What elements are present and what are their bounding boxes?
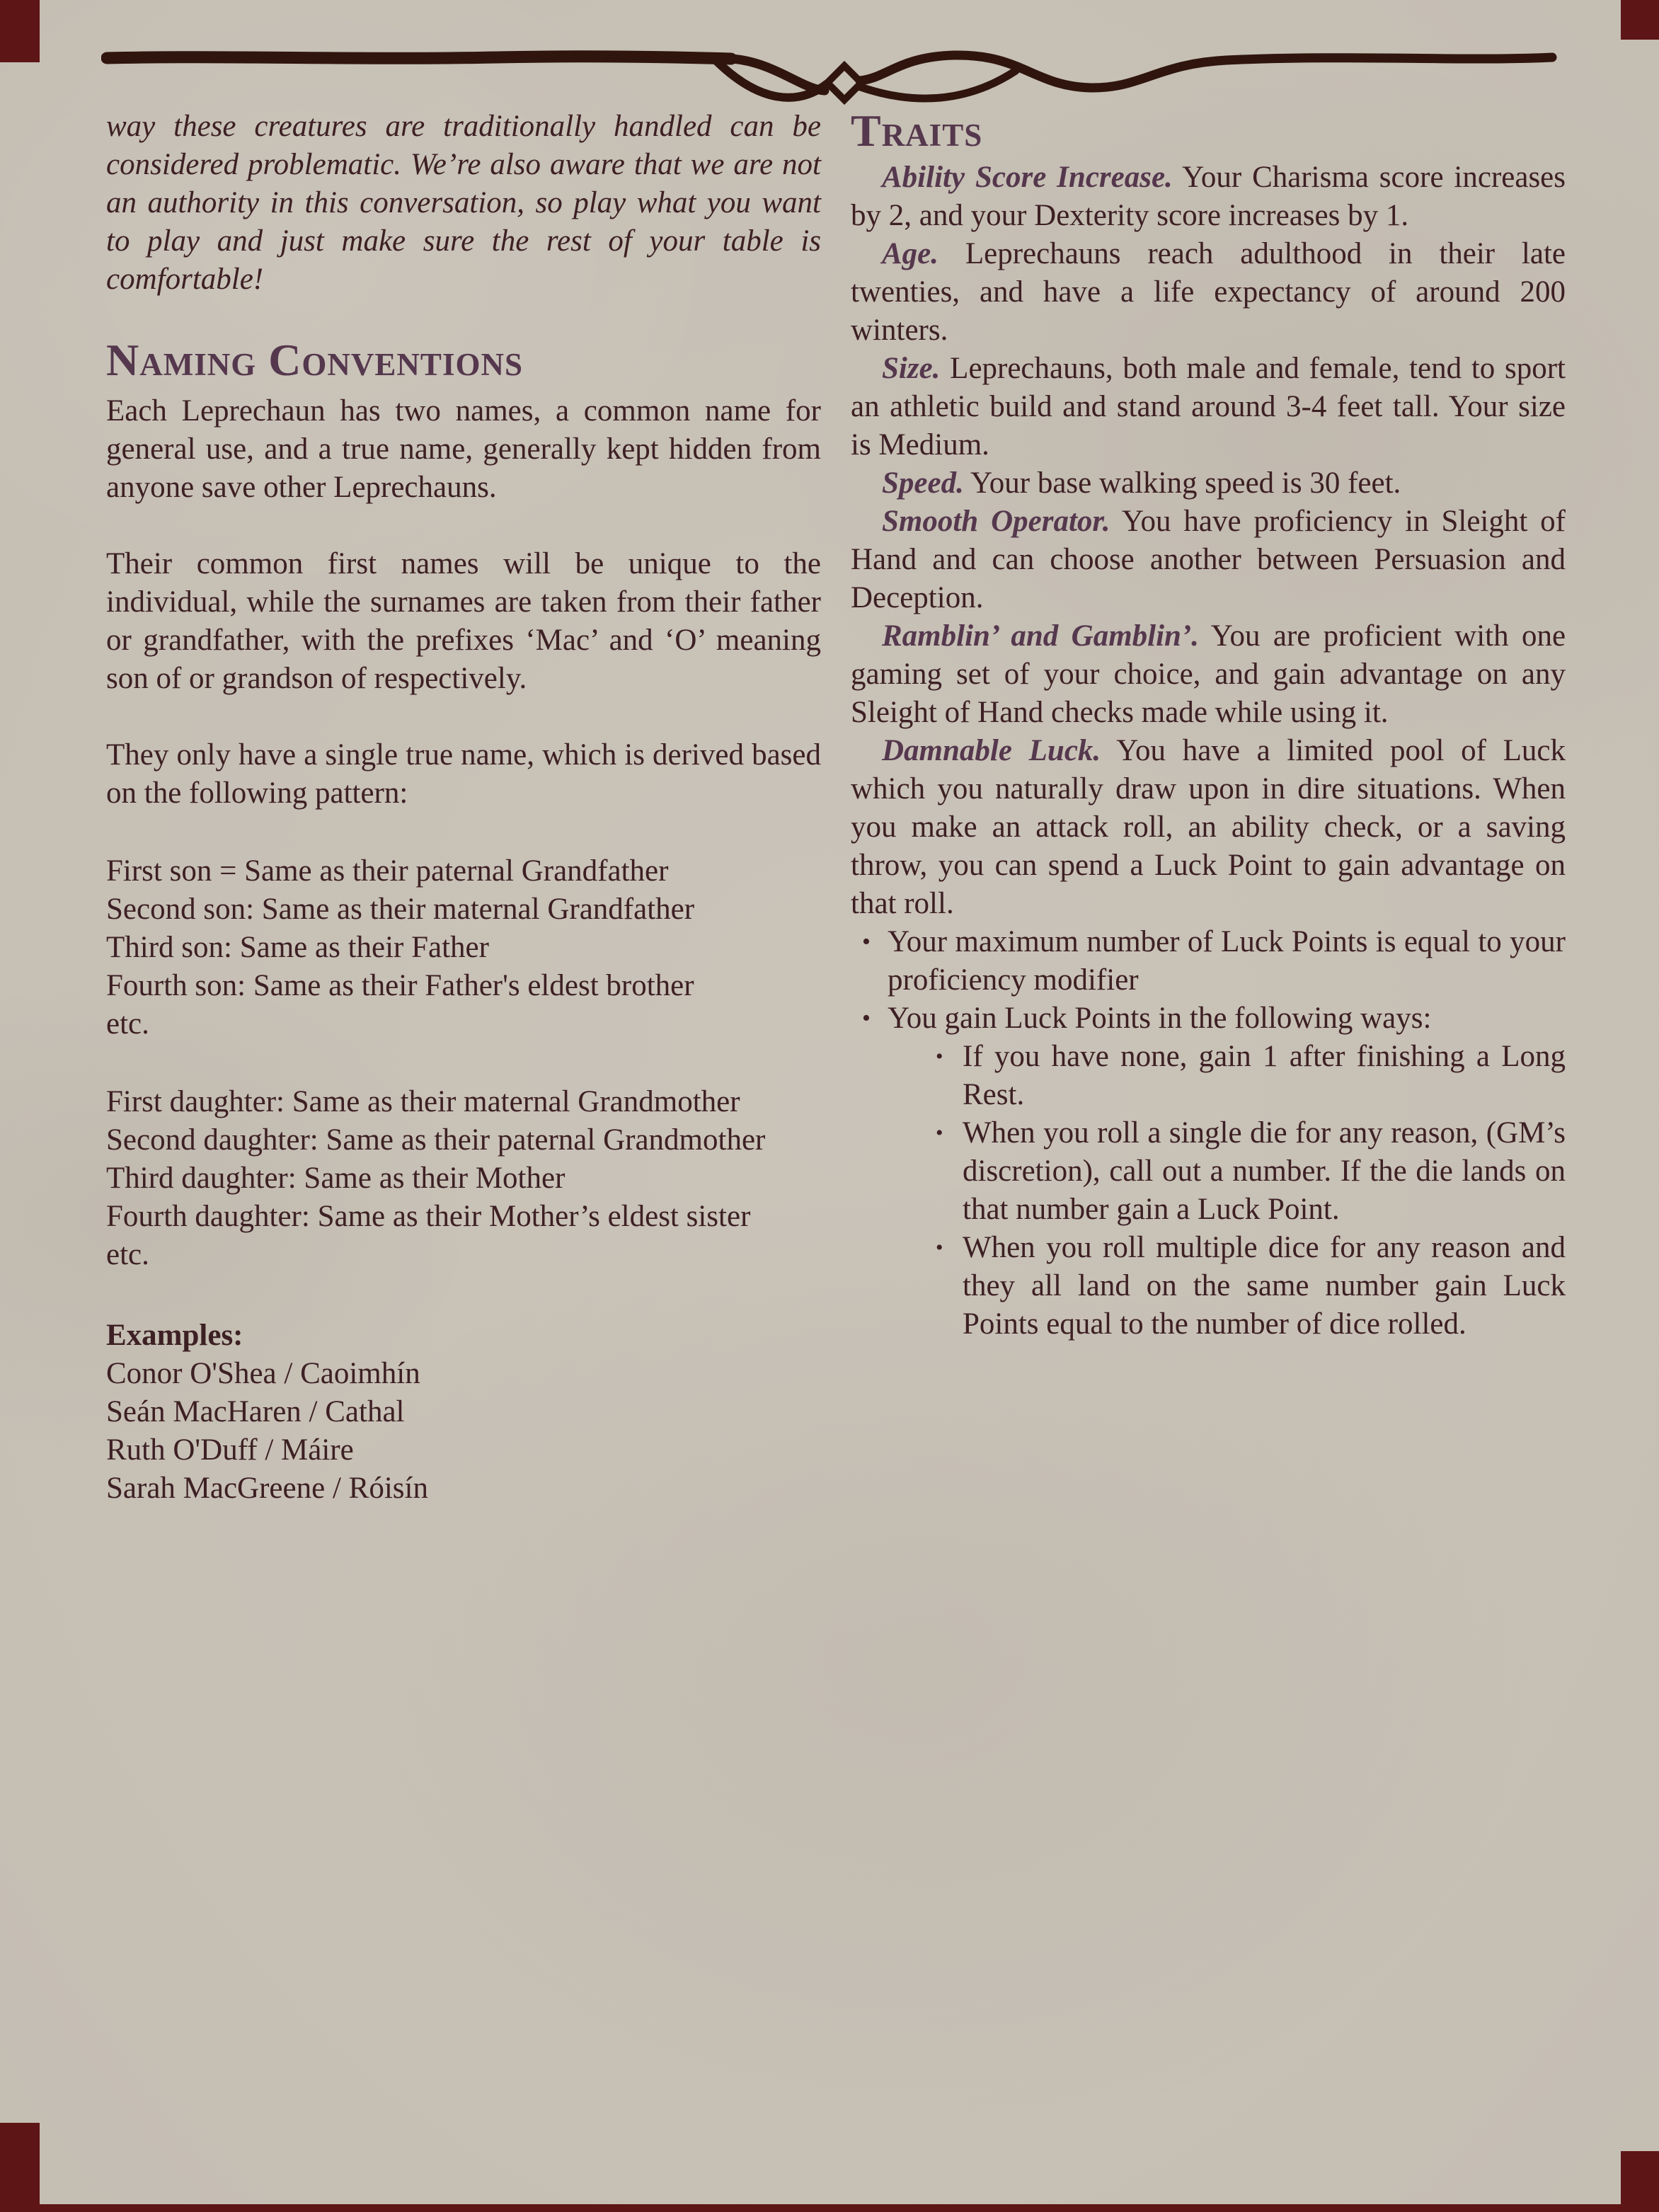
page-body [106,105,1566,1508]
trait-smooth-operator [851,503,1566,617]
list-item: • When you roll a single die for any reason, (GM’s discretion), call out a number. If the die lands on that number gain a Luck Point. [926,1114,1566,1229]
trait-name: Ability Score Increase. [882,161,1173,194]
page-corner-accent-top-right [1621,0,1659,40]
list-item: Second son: Same as their maternal Grandfather [106,893,695,926]
list-item: • Your maximum number of Luck Points is equal to your proficiency modifier [851,923,1566,999]
list-item: Third son: Same as their Father [106,931,489,964]
trait-text: Leprechauns, both male and female, tend to sport an athletic build and stand around 3-4 feet tall. Your size is Medium. [851,352,1566,462]
naming-paragraph: Each Leprechaun has two names, a common name for general use, and a true name, generally kept hidden from anyone save other Leprechauns. [106,394,821,504]
list-item: First son = Same as their paternal Grandfather [106,854,669,888]
list-item: Third daughter: Same as their Mother [106,1162,566,1195]
list-item: First daughter: Same as their maternal Grandmother [106,1085,740,1118]
trait-text: Your Charisma score increases by 2, and your Dexterity score increases by 1. [851,161,1566,232]
page-corner-accent-bottom-left [0,2123,40,2212]
traits-heading: Traits [851,105,983,156]
trait-text: You have proficiency in Sleight of Hand and can choose another between Persuasion and Deception. [851,505,1566,614]
list-item: Fourth son: Same as their Father's eldest brother [106,969,694,1002]
trait-text: Your base walking speed is 30 feet. [970,466,1401,500]
list-item: etc. [106,1007,149,1041]
naming-conventions-heading: Naming Conventions [106,335,523,385]
example-name: Ruth O'Duff / Máire [106,1433,354,1467]
trait-name: Size. [882,352,941,385]
list-item: • When you roll multiple dice for any reason and they all land on the same number gain Luck Points equal to the number of dice rolled. [926,1229,1566,1343]
trait-text: You have a limited pool of Luck which you naturally draw upon in dire situations. When you make an attack roll, an ability check, or a saving throw, you can spend a Luck Point to gain advantage on that roll. [851,734,1566,920]
list-item-text: You gain Luck Points in the following ways: [888,1002,1432,1035]
page-bottom-edge-accent [0,2204,1659,2212]
trait-name: Damnable Luck. [882,734,1101,767]
right-column [851,105,1566,1508]
example-name: Seán MacHaren / Cathal [106,1395,405,1428]
left-column [106,108,821,1508]
trait-ability-score-increase [851,159,1566,235]
trait-speed [851,464,1566,503]
luck-points-sub-list [926,1038,1566,1343]
list-item: Second daughter: Same as their paternal Grandmother [106,1123,766,1157]
trait-name: Age. [882,237,939,270]
trait-name: Speed. [882,466,964,500]
luck-points-bullet-list [851,923,1566,1343]
daughter-naming-pattern-list [106,1083,821,1274]
examples-block [106,1317,821,1508]
naming-paragraph: Their common first names will be unique to the individual, while the surnames are taken from their father or grandfather, with the prefixes ‘Mac’ and ‘O’ meaning son of or grandson of respectively. [106,547,821,695]
list-item: • If you have none, gain 1 after finishing a Long Rest. [926,1038,1566,1114]
example-name: Sarah MacGreene / Róisín [106,1472,428,1505]
examples-label: Examples: [106,1319,243,1352]
trait-damnable-luck [851,732,1566,923]
trait-ramblin-and-gamblin [851,617,1566,732]
list-item [851,999,1566,1343]
trait-text: Leprechauns reach adulthood in their late twenties, and have a life expectancy of around 200 winters. [851,237,1566,347]
trait-name: Smooth Operator. [882,505,1110,538]
example-name: Conor O'Shea / Caoimhín [106,1357,420,1390]
page-corner-accent-top-left [0,0,40,62]
naming-paragraph: They only have a single true name, which is derived based on the following pattern: [106,738,821,810]
trait-age [851,235,1566,350]
list-item: etc. [106,1238,149,1271]
son-naming-pattern-list [106,852,821,1043]
page-corner-accent-bottom-right [1621,2151,1659,2212]
trait-size [851,350,1566,464]
list-item: Fourth daughter: Same as their Mother’s eldest sister [106,1200,751,1233]
trait-text: You are proficient with one gaming set of your choice, and gain advantage on any Sleight of Hand checks made while using it. [851,619,1566,729]
intro-paragraph: way these creatures are traditionally handled can be considered problematic. We’re also aware that we are not an authority in this conversation, so play what you want to play and just make sure the rest of your table is comfortable! [106,110,821,296]
trait-name: Ramblin’ and Gamblin’. [882,619,1200,653]
